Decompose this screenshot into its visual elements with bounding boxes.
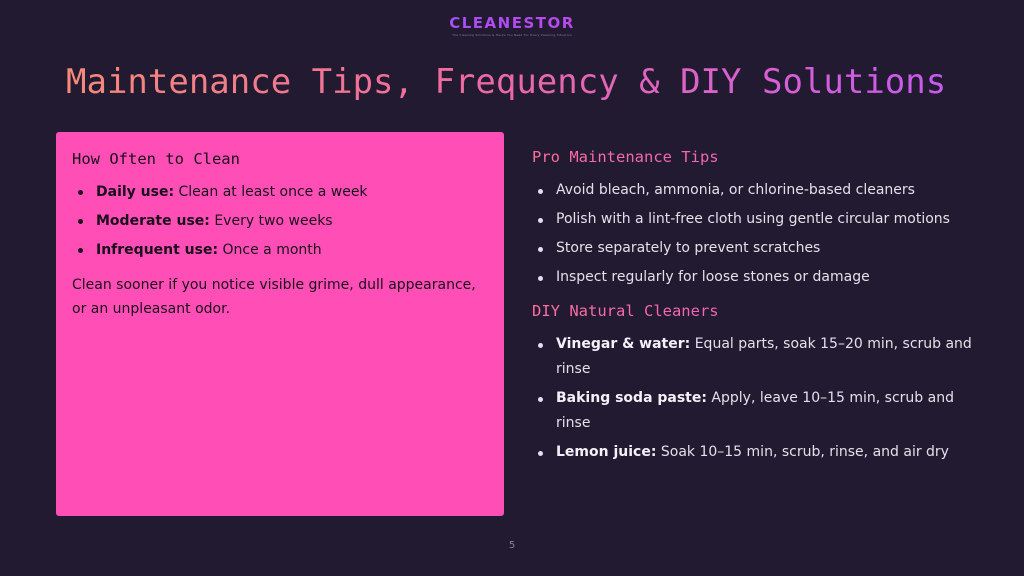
frequency-note: Clean sooner if you notice visible grime, dull appearance, or an unpleasant odor. xyxy=(72,277,476,317)
item-label: Infrequent use: xyxy=(96,242,219,258)
list-item xyxy=(532,386,972,436)
list-item: Inspect regularly for loose stones or damage xyxy=(532,265,972,290)
frequency-card xyxy=(56,132,504,516)
item-text: Every two weeks xyxy=(209,213,333,229)
frequency-heading: How Often to Clean xyxy=(72,150,240,168)
list-item: Polish with a lint-free cloth using gentle circular motions xyxy=(532,207,972,232)
item-text: Once a month xyxy=(218,242,322,258)
logo-name: CLEANESTOR xyxy=(0,14,1024,32)
diy-list xyxy=(532,332,972,465)
item-text: Clean at least once a week xyxy=(174,184,368,200)
item-text: Apply, leave 10–15 min, scrub and rinse xyxy=(556,390,954,431)
diy-heading: DIY Natural Cleaners xyxy=(532,302,972,320)
item-label: Moderate use: xyxy=(96,213,210,229)
list-item: Store separately to prevent scratches xyxy=(532,236,972,261)
item-label: Vinegar & water: xyxy=(556,336,691,352)
pro-tips-heading: Pro Maintenance Tips xyxy=(532,148,972,166)
list-item xyxy=(532,332,972,382)
item-label: Baking soda paste: xyxy=(556,390,707,406)
page-title: Maintenance Tips, Frequency & DIY Solutions xyxy=(66,62,947,102)
list-item xyxy=(532,440,972,465)
item-text: Equal parts, soak 15–20 min, scrub and rinse xyxy=(556,336,972,377)
item-label: Daily use: xyxy=(96,184,175,200)
item-label: Lemon juice: xyxy=(556,444,657,460)
pro-tips-list xyxy=(532,178,972,290)
brand-logo xyxy=(0,14,1024,37)
list-item xyxy=(72,240,488,261)
logo-tagline: The Cleaning Solutions & Hacks You Need For Every Cleaning Situation xyxy=(452,33,572,37)
tips-column xyxy=(532,148,972,477)
page-number: 5 xyxy=(508,540,516,551)
item-text: Soak 10–15 min, scrub, rinse, and air dry xyxy=(656,444,949,460)
list-item xyxy=(72,211,488,232)
list-item: Avoid bleach, ammonia, or chlorine-based cleaners xyxy=(532,178,972,203)
list-item xyxy=(72,182,488,203)
frequency-list xyxy=(72,182,488,261)
